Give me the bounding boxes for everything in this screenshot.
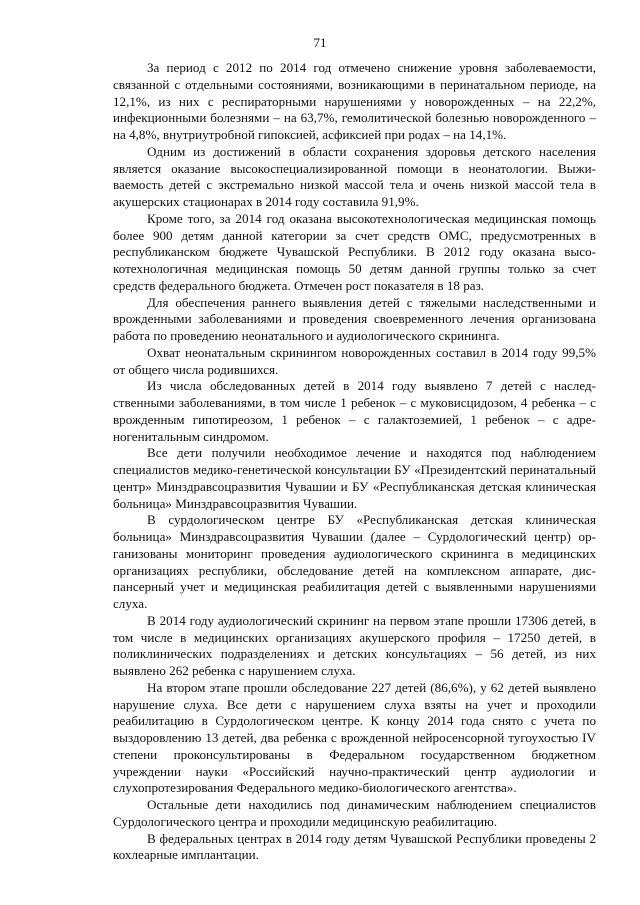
paragraph-screening-organization: Для обеспечения раннего выявления детей с тяжелыми наследственными и врожденными заболеваниями и проведения своевременного лечения организована работа по проведению неонатального и аудиологического скрининга. bbox=[113, 294, 596, 343]
paragraph-audiology-stage-two: На втором этапе прошли обследование 227 детей (86,6%), у 62 детей выявлено нарушение слуха. Все дети с нарушением слуха взяты на учет и проходили реабилитацию в Сурдологическом центре. К концу 2014 года снято с учета по выздоровлению 13 детей, два ребенка с врожденной нейросенсорной тугоухостью IV степени проконсультированы в Федеральном государственном бюджетном учреждении науки «Российский научно-практический центр аудиологии и слухопротезирования Федерального медико-биологического агентства». bbox=[113, 679, 596, 796]
paragraph-cochlear-implants: В федеральных центрах в 2014 году детям Чувашской Республики проведены 2 кохлеарные имплантации. bbox=[113, 830, 596, 863]
paragraph-hereditary-diseases: Из числа обследованных детей в 2014 году выявлено 7 детей с наследственными заболеваниями, в том числе 1 ребенок – с муковисцидозом, 4 ребенка – с врожденным гипотиреозом, 1 ребенок – с галактоземией, 1 ребенок – с адреногенитальным синдромом. bbox=[113, 378, 596, 444]
page-number: 71 bbox=[313, 35, 327, 50]
paragraph-audiology-stage-one: В 2014 году аудиологический скрининг на первом этапе прошли 17306 детей, в том числе в медицинских организациях акушерского профиля – 17250 детей, в поликлинических подразделениях и детских консультациях – 56 детей, из них выявлено 262 ребенка с нарушением слуха. bbox=[113, 612, 596, 678]
paragraph-neonatology-care: Одним из достижений в области сохранения здоровья детского населения является оказание высокоспециализированной помощи в неонатологии. Выживаемость детей с экстремально низкой массой тела и очень низкой массой тела в акушерских стационарах в 2014 году составила 91,9%. bbox=[113, 143, 596, 209]
body-text bbox=[113, 60, 596, 864]
paragraph-surdology-center: В сурдологическом центре БУ «Республиканская детская клиническая больница» Минздравсоцразвития Чувашии (далее – Сурдологический центр) организованы мониторинг проведения аудиологического скрининга в медицинских организациях республики, обследование детей на комплексном аппарате, диспансерный учет и медицинская реабилитация детей с выявленными нарушениями слуха. bbox=[113, 512, 596, 611]
paragraph-high-tech-care: Кроме того, за 2014 год оказана высокотехнологическая медицинская помощь более 900 детям данной категории за счет средств ОМС, предусмотренных в республиканском бюджете Чувашской Республики. В 2012 году оказана высокотехнологичная медицинская помощь 50 детям данной группы только за счет средств федерального бюджета. Отмечен рост показателя в 18 раз. bbox=[113, 210, 596, 293]
paragraph-treatment-observation: Все дети получили необходимое лечение и находятся под наблюдением специалистов медико-генетической консультации БУ «Президентский перинатальный центр» Минздравсоцразвития Чувашии и БУ «Республиканская детская клиническая больница» Минздравсоцразвития Чувашии. bbox=[113, 445, 596, 511]
paragraph-morbidity-decline: За период с 2012 по 2014 год отмечено снижение уровня заболеваемости, связанной с отдельными состояниями, возникающими в перинатальном периоде, на 12,1%, из них с респираторными нарушениями у новорожденных – на 22,2%, инфекционными болезнями – на 63,7%, гемолитической болезнью новорожденного – на 4,8%, внутриутробной гипоксией, асфиксией при родах – на 14,1%. bbox=[113, 60, 596, 142]
paragraph-dynamic-observation: Остальные дети находились под динамическим наблюдением специалистов Сурдологического центра и проходили медицинскую реабилитацию. bbox=[113, 797, 596, 829]
paragraph-screening-coverage: Охват неонатальным скринингом новорожденных составил в 2014 году 99,5% от общего числа родившихся. bbox=[113, 344, 596, 377]
